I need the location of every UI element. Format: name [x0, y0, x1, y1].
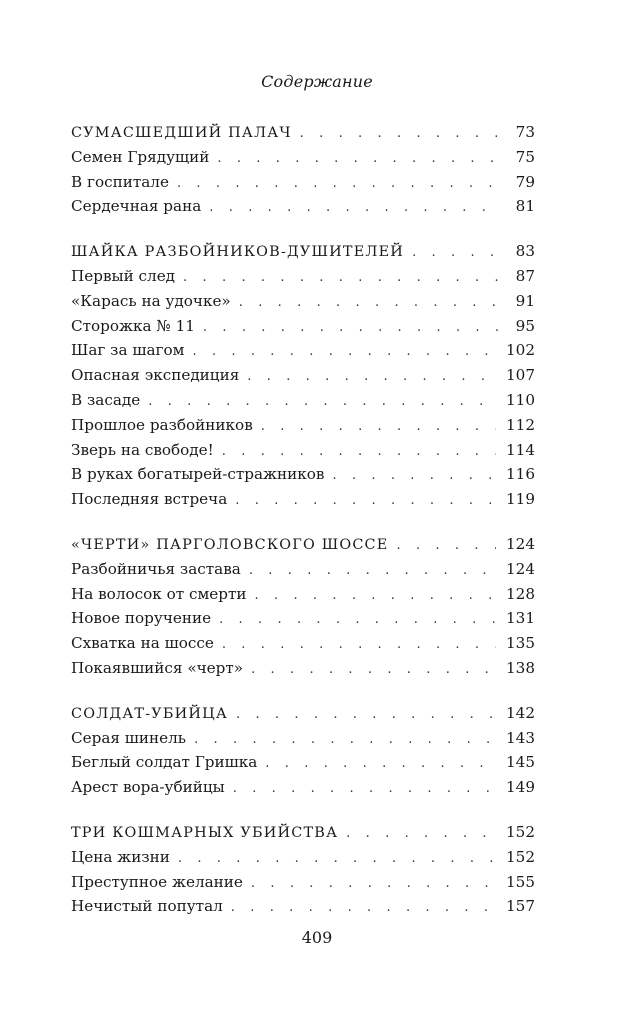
- page-number: 95: [515, 316, 535, 335]
- toc-entry: [71, 775, 535, 800]
- page-number: 124: [506, 534, 535, 553]
- dot-leader: [177, 172, 501, 197]
- dot-leader: [236, 703, 496, 728]
- page-number: 131: [506, 609, 535, 628]
- dot-leader: [148, 390, 496, 415]
- page-number: 142: [506, 703, 535, 722]
- dot-leader: [219, 608, 496, 633]
- dot-leader: [261, 415, 496, 440]
- entry-title: Серая шинель: [71, 728, 187, 747]
- page-number: 110: [506, 390, 535, 409]
- toc-entry: [71, 145, 535, 170]
- entry-title: В госпитале: [71, 172, 169, 191]
- dot-leader: [222, 633, 496, 658]
- page-number: 119: [506, 490, 535, 509]
- toc-entry: [71, 314, 535, 339]
- dot-leader: [332, 464, 496, 489]
- dot-leader: [239, 291, 501, 316]
- page-number: 155: [506, 872, 535, 891]
- entry-title: Семен Грядущий: [71, 147, 210, 166]
- entry-title: Схватка на шоссе: [71, 634, 214, 653]
- toc-entry: [71, 894, 535, 919]
- page-number: 135: [506, 634, 535, 653]
- dot-leader: [209, 196, 501, 221]
- section-title: ТРИ КОШМАРНЫХ УБИЙСТВА: [71, 824, 339, 841]
- entry-title: Арест вора-убийцы: [71, 778, 225, 797]
- page-number: 75: [515, 147, 535, 166]
- page-number: 79: [515, 172, 535, 191]
- toc-entry: [71, 289, 535, 314]
- dot-leader: [235, 489, 496, 514]
- entry-title: В руках богатырей-стражников: [71, 465, 325, 484]
- dot-leader: [194, 728, 496, 753]
- entry-title: Шаг за шагом: [71, 341, 185, 360]
- page-number: 107: [506, 366, 535, 385]
- dot-leader: [300, 122, 501, 147]
- page-number: 145: [506, 753, 535, 772]
- toc-entry: [71, 845, 535, 870]
- dot-leader: [203, 316, 501, 341]
- toc-section: [71, 120, 535, 219]
- page-number: 112: [506, 415, 535, 434]
- dot-leader: [249, 559, 496, 584]
- entry-title: Первый след: [71, 266, 176, 285]
- toc-entry: [71, 462, 535, 487]
- toc-entry: [71, 388, 535, 413]
- entry-title: Новое поручение: [71, 609, 212, 628]
- toc-entry: [71, 438, 535, 463]
- dot-leader: [412, 241, 501, 266]
- page-number: 102: [506, 341, 535, 360]
- page-number: 138: [506, 658, 535, 677]
- toc-entry: [71, 363, 535, 388]
- toc-section-heading: [71, 239, 535, 264]
- page-number: 157: [506, 897, 535, 916]
- toc-section: [71, 701, 535, 800]
- dot-leader: [251, 658, 496, 683]
- page-number: 116: [506, 465, 535, 484]
- entry-title: «Карась на удочке»: [71, 291, 231, 310]
- dot-leader: [247, 365, 496, 390]
- dot-leader: [217, 147, 501, 172]
- entry-title: В засаде: [71, 390, 141, 409]
- entry-title: Опасная экспедиция: [71, 366, 240, 385]
- toc-entry: [71, 750, 535, 775]
- dot-leader: [178, 847, 496, 872]
- toc-section: [71, 532, 535, 681]
- toc-entry: [71, 413, 535, 438]
- toc-entry: [71, 264, 535, 289]
- dot-leader: [255, 584, 496, 609]
- table-of-contents: [71, 120, 535, 939]
- toc-entry: [71, 557, 535, 582]
- page-folio: 409: [301, 928, 333, 947]
- page-number: 149: [506, 778, 535, 797]
- toc-section: [71, 239, 535, 512]
- section-title: СУМАСШЕДШИЙ ПАЛАЧ: [71, 125, 292, 141]
- entry-title: Сторожка № 11: [71, 316, 195, 335]
- section-title: ШАЙКА РАЗБОЙНИКОВ-ДУШИТЕЛЕЙ: [71, 244, 405, 261]
- entry-title: Прошлое разбойников: [71, 415, 253, 434]
- toc-entry: [71, 582, 535, 607]
- toc-section-heading: [71, 532, 535, 557]
- toc-section-heading: [71, 701, 535, 726]
- section-title: «ЧЕРТИ» ПАРГОЛОВСКОГО ШОССЕ: [71, 536, 389, 553]
- toc-entry: [71, 170, 535, 195]
- toc-entry: [71, 726, 535, 751]
- toc-entry: [71, 194, 535, 219]
- entry-title: Преступное желание: [71, 872, 243, 891]
- page-number: 152: [506, 847, 535, 866]
- dot-leader: [192, 340, 496, 365]
- toc-entry: [71, 487, 535, 512]
- dot-leader: [222, 440, 496, 465]
- page-number: 87: [515, 266, 535, 285]
- entry-title: Последняя встреча: [71, 490, 228, 509]
- page-number: 91: [515, 291, 535, 310]
- entry-title: Цена жизни: [71, 847, 170, 866]
- entry-title: Покаявшийся «черт»: [71, 658, 244, 677]
- dot-leader: [231, 896, 496, 921]
- page-number: 114: [506, 440, 535, 459]
- dot-leader: [265, 752, 496, 777]
- entry-title: Разбойничья застава: [71, 559, 241, 578]
- page-number: 124: [506, 559, 535, 578]
- toc-entry: [71, 631, 535, 656]
- dot-leader: [251, 872, 496, 897]
- toc-section-heading: [71, 820, 535, 845]
- dot-leader: [396, 534, 496, 559]
- dot-leader: [346, 822, 496, 847]
- entry-title: Сердечная рана: [71, 197, 202, 216]
- toc-entry: [71, 870, 535, 895]
- dot-leader: [183, 266, 501, 291]
- toc-entry: [71, 606, 535, 631]
- toc-heading: Содержание: [261, 72, 373, 91]
- entry-title: Беглый солдат Гришка: [71, 753, 258, 772]
- page-number: 152: [506, 822, 535, 841]
- toc-section-heading: [71, 120, 535, 145]
- toc-entry: [71, 338, 535, 363]
- page-number: 128: [506, 584, 535, 603]
- page-number: 73: [515, 123, 535, 141]
- toc-entry: [71, 656, 535, 681]
- dot-leader: [233, 777, 496, 802]
- entry-title: Зверь на свободе!: [71, 440, 214, 459]
- entry-title: На волосок от смерти: [71, 584, 247, 603]
- entry-title: Нечистый попутал: [71, 897, 223, 916]
- page-number: 81: [515, 197, 535, 216]
- section-title: СОЛДАТ-УБИЙЦА: [71, 705, 228, 722]
- page-number: 143: [506, 728, 535, 747]
- page-number: 83: [515, 242, 535, 261]
- toc-section: [71, 820, 535, 919]
